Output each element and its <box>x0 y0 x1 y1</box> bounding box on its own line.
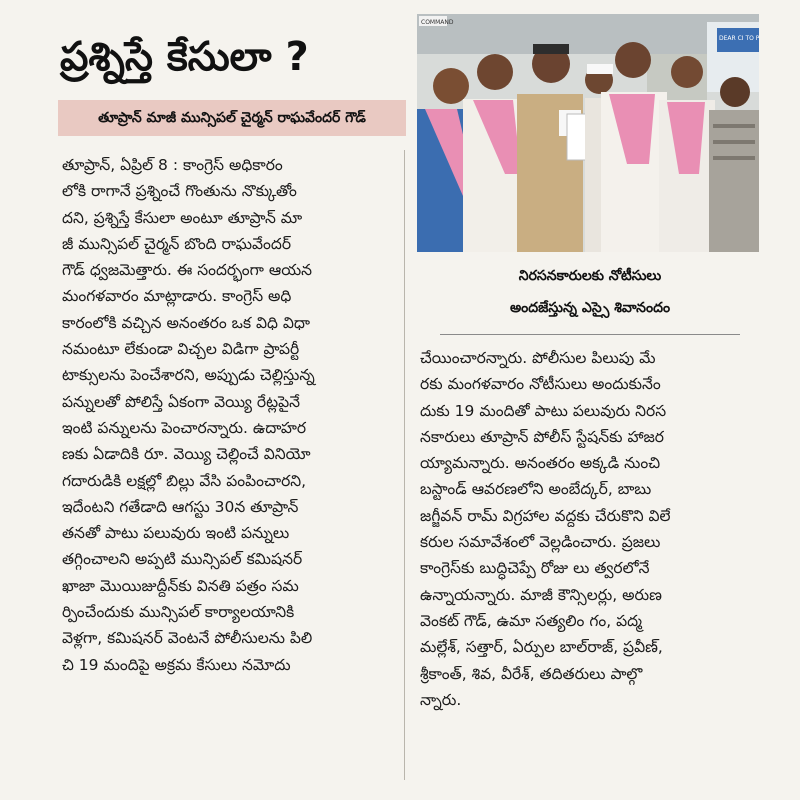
article-line: ఉన్నాయన్నారు. మాజీ కౌన్సిలర్లు, అరుణ <box>420 585 662 604</box>
article-line: శ్రీకాంత్, శివ, వీరేశ్, తదితరులు పాల్గొ <box>420 664 643 683</box>
article-line: పన్నులతో పోలిస్తే ఏకంగా వెయ్యి రేట్లపైనే <box>62 392 300 411</box>
article-line: బస్టాండ్ ఆవరణలోని అంబేద్కర్, బాబు <box>420 480 652 499</box>
article-line: కాంగ్రెస్‌కు బుద్ధిచెప్పే రోజు లు త్వరలోనే <box>420 559 650 578</box>
article-line: గదారుడికి లక్షల్లో బిల్లు వేసి పంపించారని, <box>62 471 307 490</box>
article-line: ణకు ఏడాదికి రూ. వెయ్యి చెల్లించే వినియో <box>62 445 311 464</box>
article-column-right <box>420 345 772 785</box>
article-line: గౌడ్ ధ్వజమెత్తారు. ఈ సందర్భంగా ఆయన <box>62 261 313 280</box>
article-line: ర్పించేందుకు మున్సిపల్ కార్యాలయానికి <box>62 603 295 622</box>
article-line: మంగళవారం మాట్లాడారు. కాంగ్రెస్ అధి <box>62 287 292 306</box>
article-line: టాక్సులను పెంచేశారని, అప్పుడు చెల్లిస్తున్న <box>62 366 315 385</box>
column-divider <box>404 150 405 780</box>
article-line: నమంటూ లేకుండా విచ్చల విడిగా ప్రాపర్టీ <box>62 340 300 359</box>
photo-caption-line: అందజేస్తున్న ఎస్సై శివానందం <box>509 300 671 316</box>
article-line: ఇదేంటని గతేడాది ఆగస్టు 30న తూప్రాన్ <box>62 497 299 516</box>
article-line: తూప్రాన్, ఏప్రిల్ 8 : కాంగ్రెస్ అధికారం <box>62 156 283 174</box>
article-line: నకారులు తూప్రాన్ పోలీస్ స్టేషన్‌కు హాజర <box>420 427 664 446</box>
article-line: జీ మున్సిపల్ చైర్మన్ బొంది రాఘవేందర్ <box>62 234 292 253</box>
article-line: రకు మంగళవారం నోటీసులు అందుకునేం <box>420 375 661 394</box>
photo-sign-right: DEAR CI TO P <box>719 35 759 42</box>
article-line: దని, ప్రశ్నిస్తే కేసులా అంటూ తూప్రాన్ మా <box>62 208 303 227</box>
subheadline: తూప్రాన్ మాజీ మున్సిపల్ చైర్మన్ రాఘవేందర్ గౌడ్ <box>58 100 406 136</box>
article-line: తగ్గించాలని అప్పటి మున్సిపల్ కమిషనర్ <box>62 550 303 569</box>
photo-caption-line: నిరసనకారులకు నోటీసులు <box>518 268 662 284</box>
news-photo <box>417 14 759 252</box>
article-line: ఖాజా మొయిజుద్దీన్‌కు వినతి పత్రం సమ <box>62 576 299 595</box>
caption-rule <box>440 334 740 335</box>
article-line: ఇంటి పన్నులను పెంచారన్నారు. ఉదాహర <box>62 418 307 437</box>
article-line: య్యామన్నారు. అనంతరం అక్కడి నుంచి <box>420 454 661 473</box>
article-line: జగ్జీవన్ రామ్ విగ్రహాల వద్దకు చేరుకొని విలే <box>420 506 671 525</box>
article-line: చి 19 మందిపై అక్రమ కేసులు నమోదు <box>62 655 291 674</box>
article-line: వెంకట్ గౌడ్, ఉమా సత్యలిం గం, పద్మ <box>420 611 642 630</box>
article-line: న్నారు. <box>420 690 462 709</box>
article-line: వెళ్లగా, కమిషనర్ వెంటనే పోలీసులను పిలి <box>62 629 313 648</box>
article-line: లోకి రాగానే ప్రశ్నించే గొంతును నొక్కుతోం <box>62 182 297 201</box>
article-line: దుకు 19 మందితో పాటు పలువురు నిరస <box>420 401 667 420</box>
article-line: తనతో పాటు పలువురు ఇంటి పన్నులు <box>62 524 290 543</box>
article-column-left <box>62 152 392 782</box>
article-line: చేయించారన్నారు. పోలీసుల పిలుపు మే <box>420 349 656 367</box>
article-line: కారంలోకి వచ్చిన అనంతరం ఒక విధి విధా <box>62 313 311 332</box>
headline: ప్రశ్నిస్తే కేసులా ? <box>60 34 309 80</box>
article-line: మల్లేశ్, సత్తార్, ఏర్పుల బాల్‌రాజ్, ప్రవీణ్, <box>420 638 663 657</box>
photo-caption <box>420 260 760 332</box>
article-line: కరుల సమావేశంలో వెల్లడించారు. ప్రజలు <box>420 533 661 552</box>
photo-sign-left: COMMAND <box>421 19 454 26</box>
